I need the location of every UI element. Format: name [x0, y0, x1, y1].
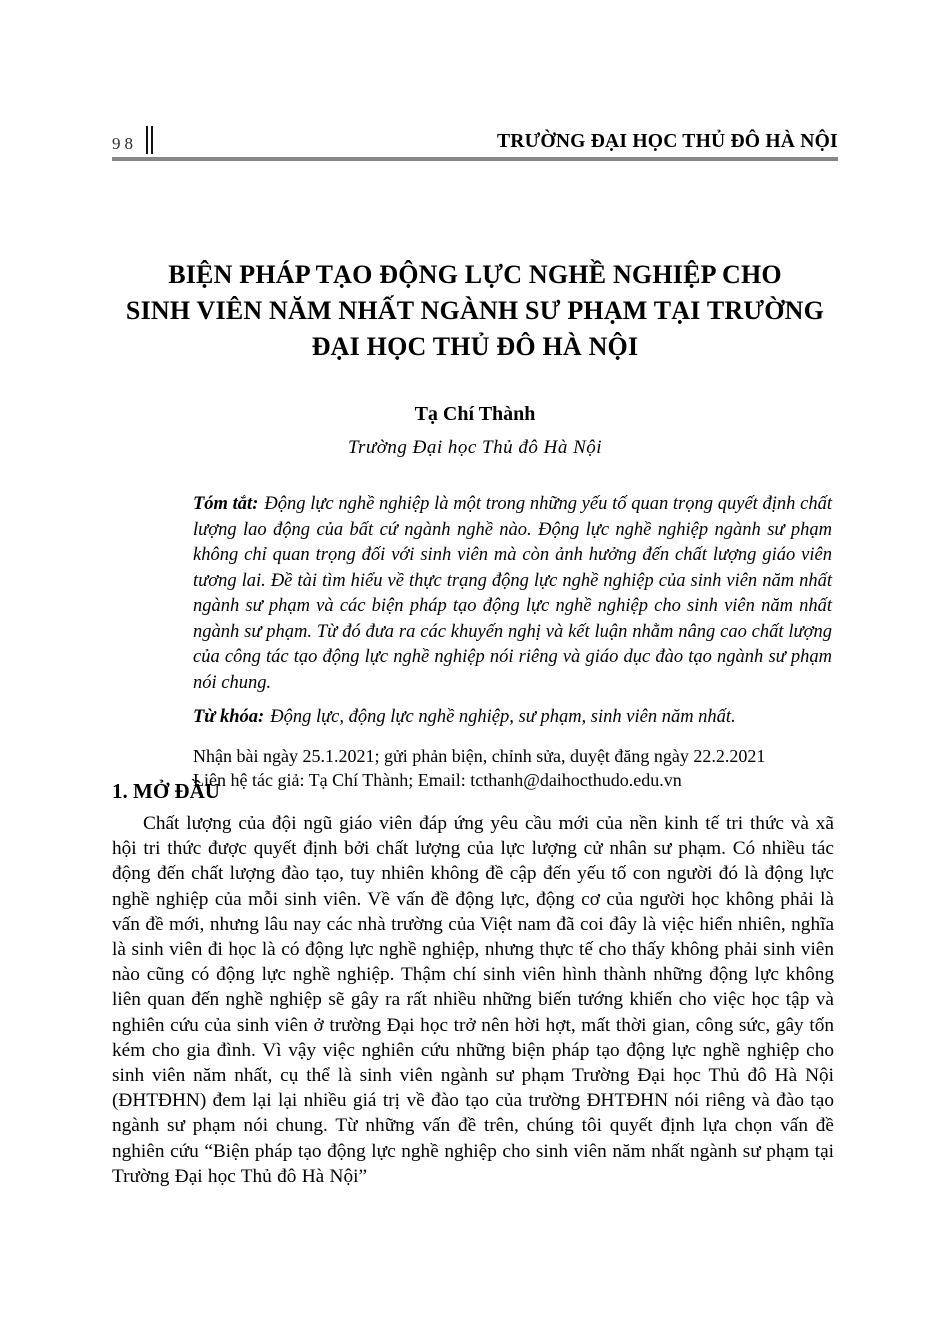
page-number-group — [112, 126, 153, 154]
double-bar-icon — [146, 126, 153, 154]
author-affiliation: Trường Đại học Thủ đô Hà Nội — [347, 437, 603, 458]
meta-lines — [193, 745, 832, 792]
page-number: 98 — [112, 134, 137, 153]
author-name: Tạ Chí Thành — [414, 403, 536, 425]
section-heading: 1. MỞ ĐẦU — [112, 779, 220, 803]
article-title-line-1: BIỆN PHÁP TẠO ĐỘNG LỰC NGHỀ NGHIỆP CHO — [168, 260, 782, 289]
keywords-text: Động lực, động lực nghề nghiệp, sư phạm, sinh viên năm nhất. — [270, 707, 736, 727]
received-line: Nhận bài ngày 25.1.2021; gửi phản biện, chỉnh sửa, duyệt đăng ngày 22.2.2021 — [193, 746, 766, 766]
header-rule — [112, 157, 838, 161]
section-paragraph: Chất lượng của đội ngũ giáo viên đáp ứng yêu cầu mới của nền kinh tế tri thức và xã hội tri thức được quyết định bởi chất lượng của lực lượng cử nhân sư phạm. Có nhiều tác động đến chất lượng đào tạo, tuy nhiên không đề cập đến yếu tố con người đó là động lực nghề nghiệp của mỗi sinh viên. Về vấn đề động lực, động cơ của người học không phải là vấn đề mới, nhưng lâu nay các nhà trường của Việt nam đã coi đây là việc hiển nhiên, nghĩa là sinh viên đi học là có động lực nghề nghiệp, nhưng thực tế cho thấy không phải sinh viên nào cũng có động lực nghề nghiệp. Thậm chí sinh viên hình thành những động lực không liên quan đến nghề nghiệp sẽ gây ra rất nhiều những biến tướng khiến cho việc học tập và nghiên cứu của sinh viên ở trường Đại học trở nên hời hợt, mất thời gian, công sức, gây tốn kém cho gia đình. Vì vậy việc nghiên cứu những biện pháp tạo động lực nghề nghiệp cho sinh viên năm nhất, cụ thể là sinh viên ngành sư phạm Trường Đại học Thủ đô Hà Nội (ĐHTĐHN) đem lại lại nhiều giá trị về đào tạo của trường ĐHTĐHN nói riêng và đào tạo ngành sư phạm nói chung. Từ những vấn đề trên, chúng tôi quyết định lựa chọn vấn đề nghiên cứu “Biện pháp tạo động lực nghề nghiệp cho sinh viên năm nhất ngành sư phạm tại Trường Đại học Thủ đô Hà Nội” — [112, 813, 834, 1187]
running-header — [112, 126, 838, 154]
contact-line: Liên hệ tác giả: Tạ Chí Thành; Email: tcthanh@daihocthudo.edu.vn — [193, 769, 682, 790]
article-title-line-3: ĐẠI HỌC THỦ ĐÔ HÀ NỘI — [311, 332, 639, 361]
abstract-paragraph — [193, 492, 832, 696]
journal-header-title: TRƯỜNG ĐẠI HỌC THỦ ĐÔ HÀ NỘI — [497, 130, 838, 152]
keywords-paragraph — [193, 705, 832, 730]
abstract-label: Tóm tắt: — [193, 494, 259, 514]
article-title-line-2: SINH VIÊN NĂM NHẤT NGÀNH SƯ PHẠM TẠI TRƯỜNG — [125, 296, 825, 325]
abstract-block — [193, 492, 832, 792]
abstract-text: Động lực nghề nghiệp là một trong những yếu tố quan trọng quyết định chất lượng lao động của bất cứ ngành nghề nào. Động lực nghề nghiệp ngành sư phạm không chỉ quan trọng đối với sinh viên mà còn ảnh hưởng đến chất lượng giáo viên tương lai. Đề tài tìm hiểu về thực trạng động lực nghề nghiệp của sinh viên năm nhất ngành sư phạm và các biện pháp tạo động lực nghề nghiệp cho sinh viên năm nhất ngành sư phạm. Từ đó đưa ra các khuyến nghị và kết luận nhằm nâng cao chất lượng của công tác tạo động lực nghề nghiệp nói riêng và giáo dục đào tạo ngành sư phạm nói chung. — [193, 494, 832, 693]
article-title — [112, 257, 838, 365]
keywords-label: Từ khóa: — [193, 707, 265, 727]
